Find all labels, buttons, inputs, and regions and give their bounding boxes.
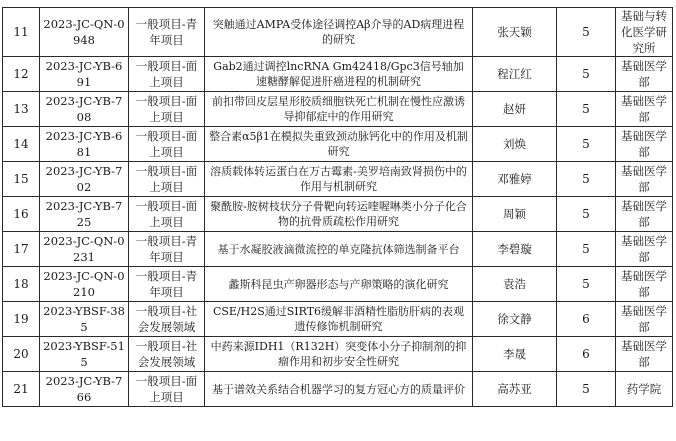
project-code-cell: 2023-JC-QN-0210 — [40, 267, 129, 302]
row-number-cell: 13 — [3, 92, 40, 127]
table-row — [3, 197, 673, 232]
project-category-cell: 一般项目-青年项目 — [129, 232, 205, 267]
department-cell: 药学院 — [616, 372, 673, 407]
funding-amount-cell: 5 — [557, 92, 616, 127]
department-cell: 基础医学部 — [616, 92, 673, 127]
row-number-cell: 19 — [3, 302, 40, 337]
project-category-cell: 一般项目-面上项目 — [129, 372, 205, 407]
project-code-cell: 2023-JC-YB-708 — [40, 92, 129, 127]
principal-investigator-cell: 李晟 — [473, 337, 557, 372]
table-row — [3, 372, 673, 407]
funding-amount-cell: 5 — [557, 162, 616, 197]
project-title-cell: 突触通过AMPA受体途径调控Aβ介导的AD病理进程的研究 — [205, 8, 473, 57]
funding-amount-cell: 6 — [557, 302, 616, 337]
project-category-cell: 一般项目-社会发展领域 — [129, 337, 205, 372]
project-category-cell: 一般项目-面上项目 — [129, 57, 205, 92]
row-number-cell: 18 — [3, 267, 40, 302]
project-title-cell: 基于谱效关系结合机器学习的复方冠心方的质量评价 — [205, 372, 473, 407]
principal-investigator-cell: 周颖 — [473, 197, 557, 232]
row-number-cell: 17 — [3, 232, 40, 267]
project-title-cell: CSE/H2S通过SIRT6缓解非酒精性脂肪肝病的表观遗传修饰机制研究 — [205, 302, 473, 337]
table-row — [3, 232, 673, 267]
project-title-cell: 中药来源IDH1（R132H）突变体小分子抑制剂的抑瘤作用和初步安全性研究 — [205, 337, 473, 372]
department-cell: 基础医学部 — [616, 57, 673, 92]
department-cell: 基础医学部 — [616, 127, 673, 162]
funding-amount-cell: 5 — [557, 232, 616, 267]
row-number-cell: 15 — [3, 162, 40, 197]
principal-investigator-cell: 刘焕 — [473, 127, 557, 162]
funding-amount-cell: 6 — [557, 337, 616, 372]
project-code-cell: 2023-YBSF-385 — [40, 302, 129, 337]
principal-investigator-cell: 邓雅婷 — [473, 162, 557, 197]
project-category-cell: 一般项目-面上项目 — [129, 197, 205, 232]
table-row — [3, 267, 673, 302]
department-cell: 基础医学部 — [616, 302, 673, 337]
project-category-cell: 一般项目-面上项目 — [129, 162, 205, 197]
principal-investigator-cell: 赵妍 — [473, 92, 557, 127]
row-number-cell: 14 — [3, 127, 40, 162]
project-category-cell: 一般项目-青年项目 — [129, 267, 205, 302]
row-number-cell: 16 — [3, 197, 40, 232]
project-code-cell: 2023-JC-YB-725 — [40, 197, 129, 232]
funding-amount-cell: 5 — [557, 8, 616, 57]
table-body — [3, 8, 673, 407]
table-row — [3, 8, 673, 57]
project-code-cell: 2023-JC-QN-0948 — [40, 8, 129, 57]
project-code-cell: 2023-YBSF-515 — [40, 337, 129, 372]
project-table — [2, 7, 673, 407]
project-title-cell: 基于水凝胶液滴微流控的单克隆抗体筛选制备平台 — [205, 232, 473, 267]
department-cell: 基础医学部 — [616, 162, 673, 197]
principal-investigator-cell: 程江红 — [473, 57, 557, 92]
project-category-cell: 一般项目-青年项目 — [129, 8, 205, 57]
project-category-cell: 一般项目-社会发展领域 — [129, 302, 205, 337]
table-row — [3, 337, 673, 372]
department-cell: 基础医学部 — [616, 197, 673, 232]
project-title-cell: 溶质载体转运蛋白在万古霉素-美罗培南致肾损伤中的作用与机制研究 — [205, 162, 473, 197]
row-number-cell: 20 — [3, 337, 40, 372]
principal-investigator-cell: 徐文静 — [473, 302, 557, 337]
project-title-cell: 聚酰胺-胺树枝状分子骨靶向转运喹喔啉类小分子化合物的抗骨质疏松作用研究 — [205, 197, 473, 232]
funding-amount-cell: 5 — [557, 267, 616, 302]
project-title-cell: 前扣带回皮层星形胶质细胞铁死亡机制在慢性应激诱导抑郁症中的作用研究 — [205, 92, 473, 127]
principal-investigator-cell: 李碧璇 — [473, 232, 557, 267]
project-code-cell: 2023-JC-QN-0231 — [40, 232, 129, 267]
project-code-cell: 2023-JC-YB-691 — [40, 57, 129, 92]
table-row — [3, 57, 673, 92]
project-code-cell: 2023-JC-YB-766 — [40, 372, 129, 407]
project-title-cell: Gab2通过调控lncRNA Gm42418/Gpc3信号轴加速糖酵解促进肝癌进程的机制研究 — [205, 57, 473, 92]
project-title-cell: 整合素α5β1在模拟失重致颈动脉钙化中的作用及机制研究 — [205, 127, 473, 162]
department-cell: 基础与转化医学研究所 — [616, 8, 673, 57]
table-row — [3, 127, 673, 162]
table-row — [3, 302, 673, 337]
principal-investigator-cell: 高苏亚 — [473, 372, 557, 407]
table-row — [3, 162, 673, 197]
project-title-cell: 蠡斯科昆虫产卵器形态与产卵策略的演化研究 — [205, 267, 473, 302]
principal-investigator-cell: 袁浩 — [473, 267, 557, 302]
funding-amount-cell: 5 — [557, 372, 616, 407]
department-cell: 基础医学部 — [616, 232, 673, 267]
project-code-cell: 2023-JC-YB-702 — [40, 162, 129, 197]
table-row — [3, 92, 673, 127]
funding-amount-cell: 5 — [557, 197, 616, 232]
project-code-cell: 2023-JC-YB-681 — [40, 127, 129, 162]
department-cell: 基础医学部 — [616, 267, 673, 302]
principal-investigator-cell: 张天颖 — [473, 8, 557, 57]
project-category-cell: 一般项目-面上项目 — [129, 127, 205, 162]
department-cell: 基础医学部 — [616, 337, 673, 372]
funding-amount-cell: 5 — [557, 57, 616, 92]
row-number-cell: 21 — [3, 372, 40, 407]
funding-amount-cell: 5 — [557, 127, 616, 162]
row-number-cell: 12 — [3, 57, 40, 92]
row-number-cell: 11 — [3, 8, 40, 57]
project-category-cell: 一般项目-面上项目 — [129, 92, 205, 127]
